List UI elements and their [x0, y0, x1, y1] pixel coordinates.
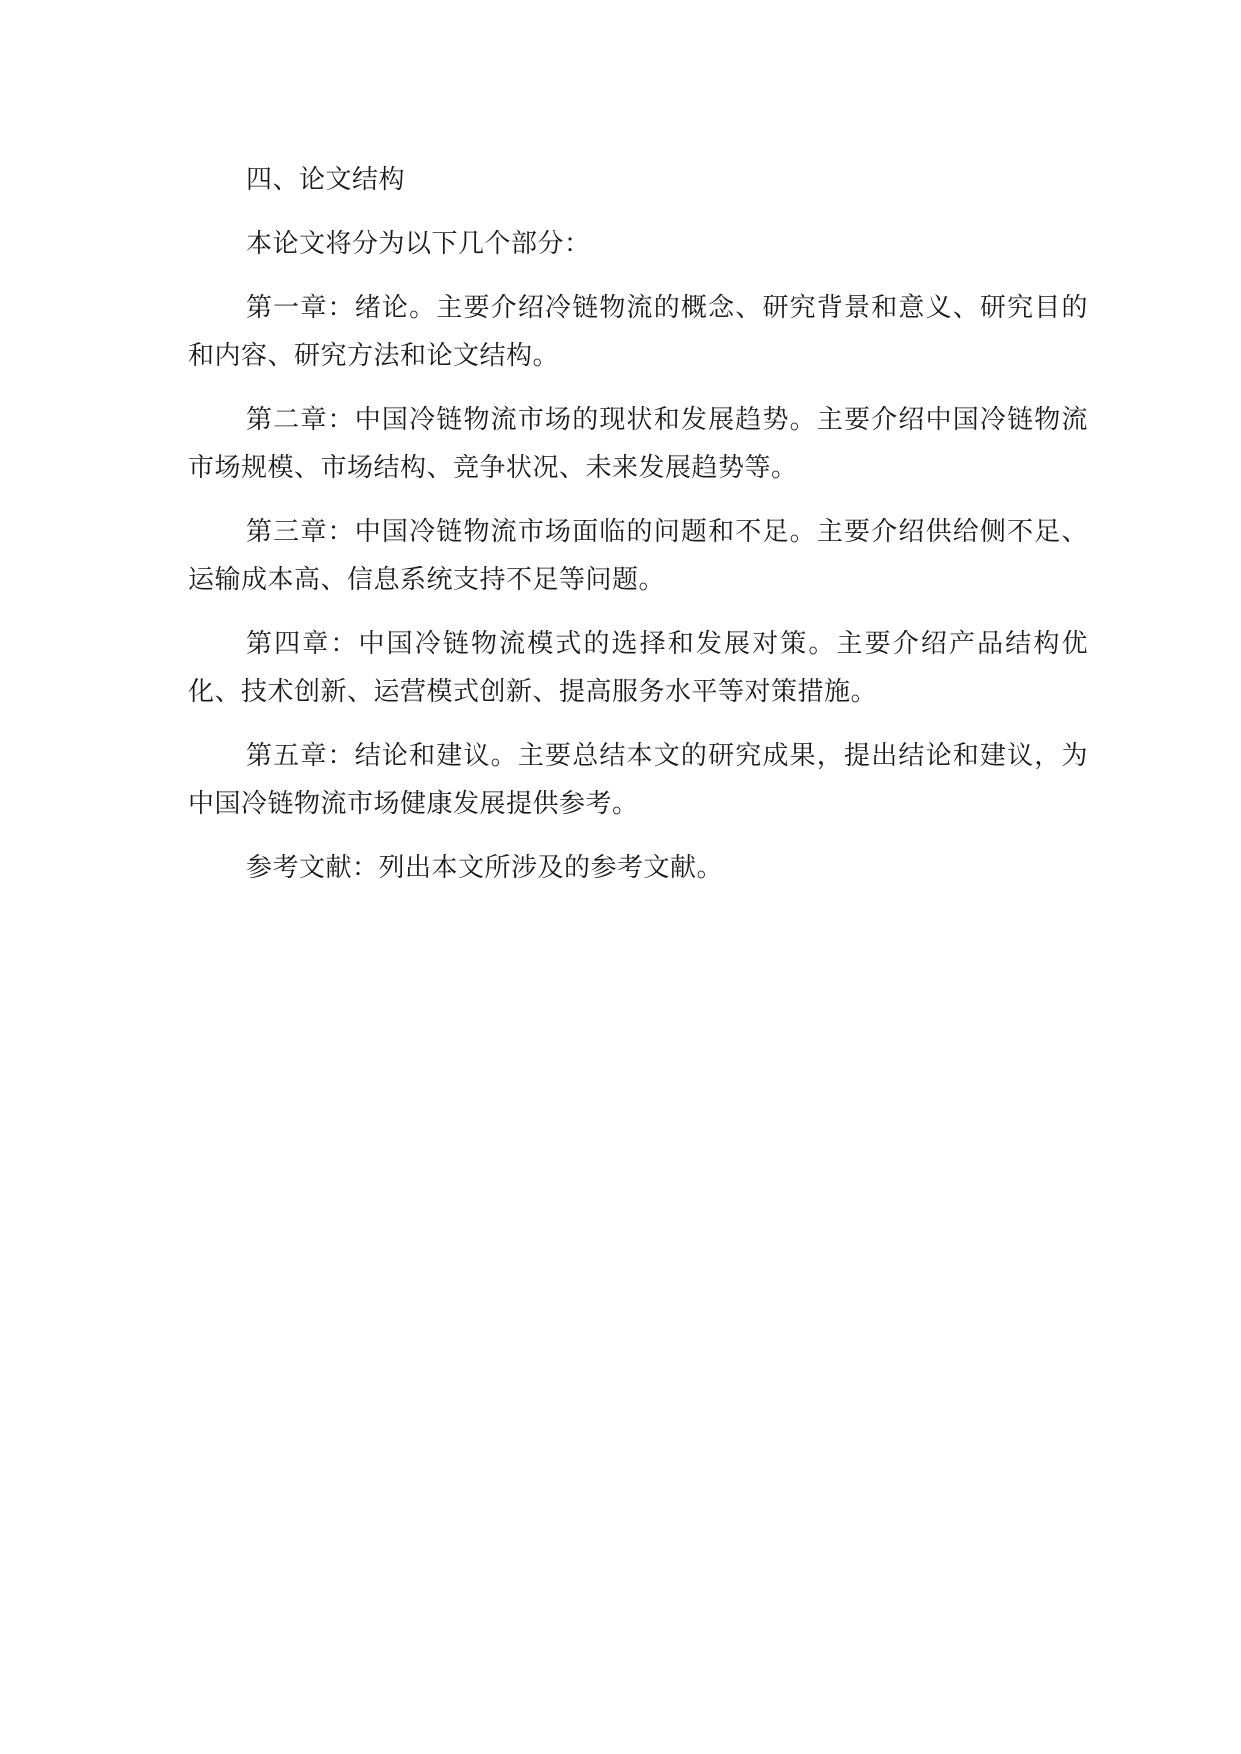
- paragraph-chapter-2: 第二章：中国冷链物流市场的现状和发展趋势。主要介绍中国冷链物流市场规模、市场结构、竞争状况、未来发展趋势等。: [188, 405, 1088, 483]
- document-body: [188, 156, 1088, 908]
- paragraph-chapter-1: 第一章：绪论。主要介绍冷链物流的概念、研究背景和意义、研究目的和内容、研究方法和论文结构。: [188, 293, 1088, 371]
- paragraph-chapter-3: 第三章：中国冷链物流市场面临的问题和不足。主要介绍供给侧不足、运输成本高、信息系统支持不足等问题。: [188, 517, 1088, 595]
- paragraph-references: 参考文献：列出本文所涉及的参考文献。: [246, 853, 724, 883]
- paragraph-chapter-4: 第四章：中国冷链物流模式的选择和发展对策。主要介绍产品结构优化、技术创新、运营模式创新、提高服务水平等对策措施。: [188, 629, 1088, 707]
- section-heading: 四、论文结构: [246, 165, 406, 195]
- paragraph-chapter-5: 第五章：结论和建议。主要总结本文的研究成果，提出结论和建议，为中国冷链物流市场健康发展提供参考。: [188, 741, 1088, 819]
- paragraph-intro: 本论文将分为以下几个部分：: [246, 229, 591, 259]
